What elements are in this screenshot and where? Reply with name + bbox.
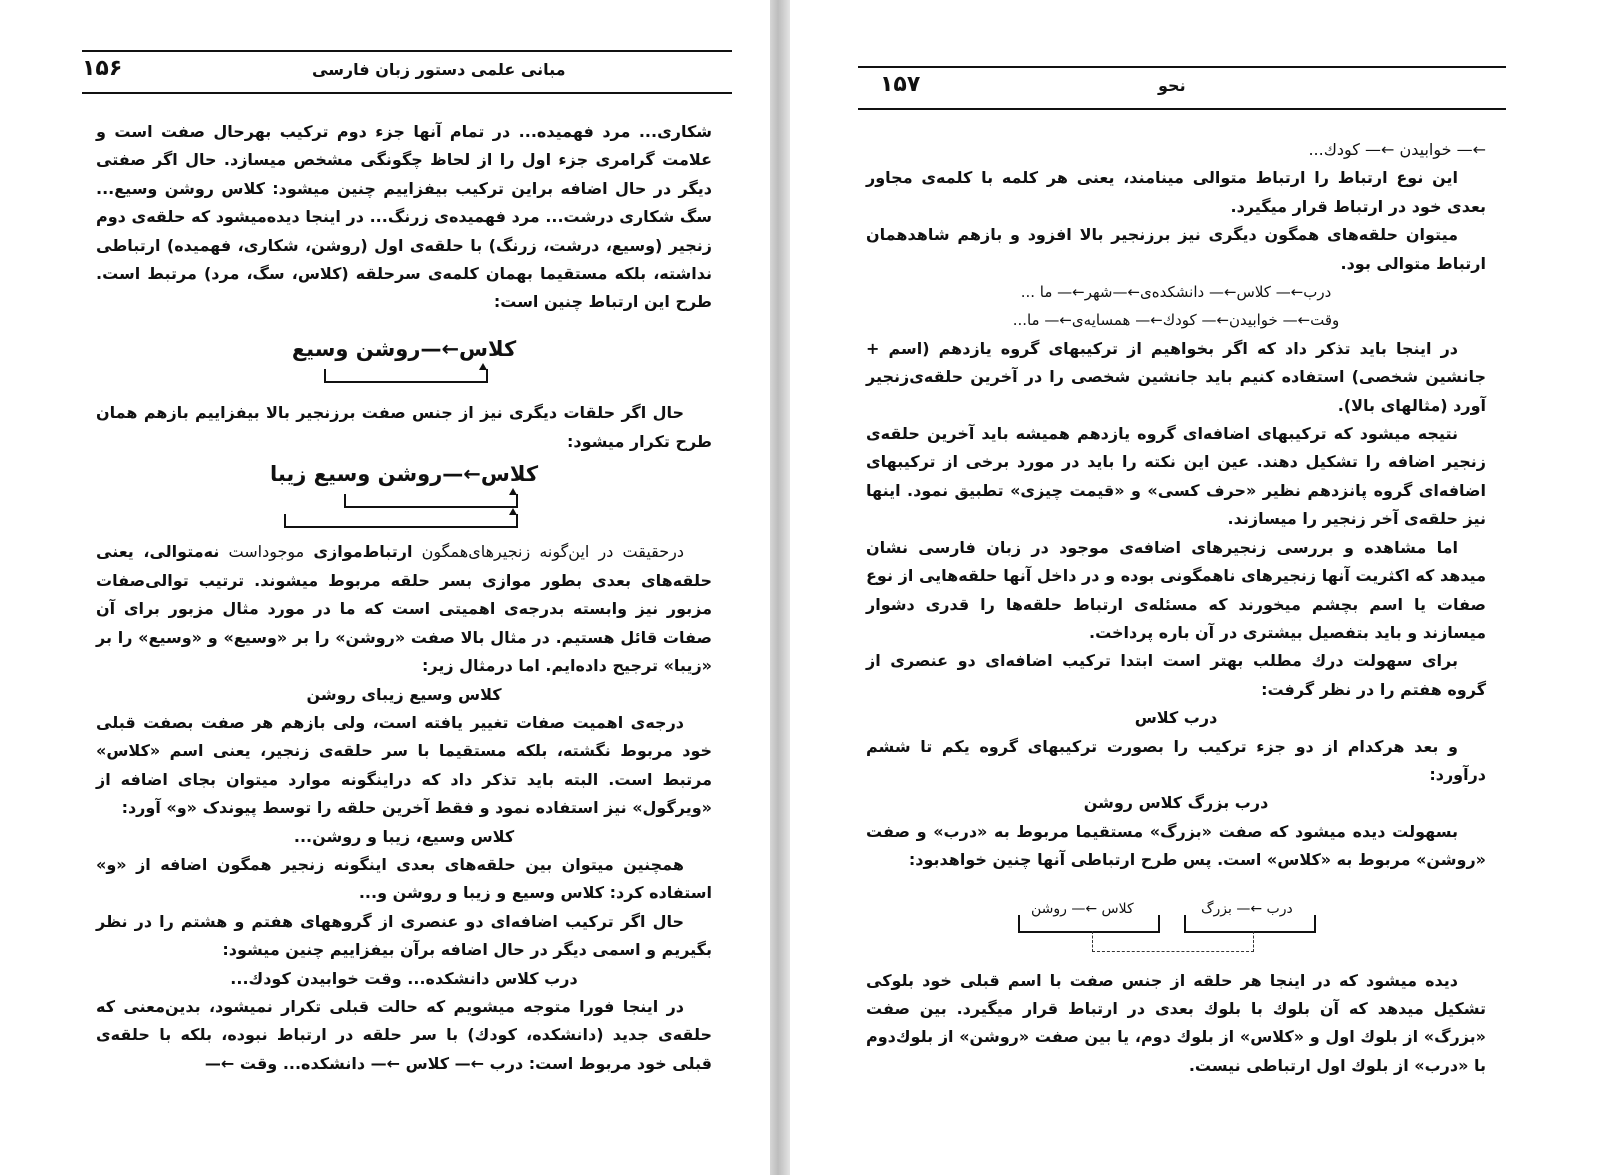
paragraph: برای سهولت درك مطلب بهتر است ابتدا ترکیب اضافه‌ای دو عنصری از گروه هفتم را در نظر گرفت: (866, 651, 1486, 699)
parallel-link-diagram-2 (274, 488, 534, 538)
paragraph: دیده میشود که در اینجا هر حلقه از جنس صفت با اسم قبلی خود بلوکی تشکیل میدهد که آن بلوك با بلوك بعدی در ارتباط قرار میگیرد. بین صفت «بزرگ» از بلوك اول و «کلاس» از بلوك دوم، یا بین صفت «روشن» از بلوك‌دوم با «درب» از بلوك اول ارتباطی نیست. (866, 970, 1486, 1075)
paragraph: نتیجه میشود که ترکیبهای اضافه‌ای گروه یازدهم همیشه باید آخرین حلقه‌ی زنجیر اضافه را تشکیل دهند. عین این نکته را باید در مورد برخی از ترکیبهای اضافه‌ای گروه پانزدهم نظیر «حرف کسی» و «قیمت چیزی» تطبیق نمود. اینها نیز حلقه‌ی آخر زنجیر را میسازند. (866, 424, 1486, 529)
left-page-number: ۱۵۶ (82, 56, 123, 81)
term-non-sequential: نه‌متوالی، (143, 542, 220, 562)
left-page-header (82, 50, 732, 94)
example-line: کلاس وسیع، زیبا و روشن... (293, 826, 515, 846)
link-bracket (324, 369, 488, 383)
left-running-title: مبانی علمی دستور زبان فارسی (312, 60, 566, 79)
paragraph: حال اگر ترکیب اضافه‌ای دو عنصری از گروههای هفتم و هشتم را در نظر بگیریم و اسمی دیگر در حال اضافه برآن بیفزاییم چنین میشود: (96, 911, 712, 960)
right-running-title: نحو (1158, 76, 1186, 95)
paragraph: در اینجا فورا متوجه میشویم که حالت قبلی تکرار نمیشود، بدین‌معنی که حلقه‌ی جدید (دانشکده، کودك) با سر حلقه در ارتباط نبوده، بلکه با حلقه‌ی قبلی خود مربوط است: درب ←— کلاس ←— دانشکده... وقت ←— (96, 996, 712, 1073)
example-chain: درب←— کلاس←— دانشکده‌ی←—شهر←— ما ... (1020, 283, 1332, 302)
paragraph: شکاری... مرد فهمیده... در تمام آنها جزء دوم ترکیب بهرحال صفت است و علامت گرامری جزء اول را از لحاظ چگونگی مشخص میسازد. حال اگر صفتی دیگر در حال اضافه براین ترکیب بیفزاییم چنین میشود: کلاس روشن وسیع... سگ شکاری درشت... مرد فهمیده‌ی زرنگ... در اینجا دیده‌میشود که حلقه‌ی دوم زنجیر (وسیع، درشت، زرنگ) با حلقه‌ی اول (روشن، شکاری، فهمیده) ارتباطی نداشته، بلکه مستقیما بهمان کلمه‌ی سرحلقه (کلاس، سگ، مرد) مرتبط است. طرح این ارتباط چنین است: (96, 122, 712, 312)
paragraph: همچنین میتوان بین حلقه‌های بعدی اینگونه زنجیر همگون اضافه از «و» استفاده کرد: کلاس وسیع و زیبا و روشن و... (96, 854, 712, 903)
link-bracket (284, 514, 518, 528)
arrow-up-icon (479, 363, 487, 370)
paragraph: میتوان حلقه‌های همگون دیگری نیز برزنجیر بالا افزود و بازهم شاهدهمان ارتباط متوالی بود. (866, 225, 1486, 273)
paragraph: اما مشاهده و بررسی زنجیرهای اضافه‌ی موجود در زبان فارسی نشان میدهد که اکثریت آنها زنجیرهای ناهمگونی بوده و در داخل آنها حلقه‌هایی از نوع صفات یا اسم بچشم میخورند که مسئله‌ی ارتباط حلقه‌ها را قدری دشوار میسازند و باید بتفصیل بیشتری در آن باره پرداخت. (866, 537, 1486, 642)
left-page-body (96, 118, 712, 1078)
right-page-body (866, 136, 1486, 1080)
paragraph: بسهولت دیده میشود که صفت «بزرگ» مستقیما مربوط به «درب» و صفت «روشن» مربوط به «کلاس» است. پس طرح ارتباطی آنها چنین خواهدبود: (866, 821, 1486, 870)
parallel-link-diagram-1 (304, 363, 504, 399)
right-page-number: ۱۵۷ (880, 72, 921, 97)
diagram-block-1-label: درب ←— بزرگ (1201, 900, 1293, 917)
block-connector (1092, 931, 1254, 952)
example-line: درب کلاس (1134, 708, 1218, 728)
right-page-header (858, 66, 1506, 110)
paragraph: این نوع ارتباط را ارتباط متوالی مینامند، یعنی هر کلمه با کلمه‌ی مجاور بعدی خود در ارتباط قرار میگیرد. (866, 168, 1486, 216)
paragraph: درجه‌ی اهمیت صفات تغییر یافته است، ولی بازهم هر صفت بصفت قبلی خود مربوط نگشته، بلکه مستقیما با سر حلقه‌ی زنجیر، یعنی اسم «کلاس» مرتبط است. البته باید تذکر داد که دراینگونه موارد میتوان بجای اضافه از «ویرگول» نیز استفاده نمود و فقط آخرین حلقه را توسط پیوندک «و» آورد: (96, 712, 712, 818)
paragraph: در اینجا باید تذکر داد که اگر بخواهیم از ترکیبهای گروه یازدهم (اسم + جانشین شخصی) استفاده کنیم باید جانشین شخصی را در آخرین حلقه‌ی‌زنجیر آورد (مثالهای بالا). (866, 338, 1486, 415)
term-parallel-link: ارتباط‌موازی (313, 542, 413, 562)
example-line: کلاس وسیع زیبای روشن (306, 684, 502, 704)
example-chain: وقت←— خوابیدن←— کودك←— همسایه‌ی←— ما... (1012, 311, 1340, 330)
example-chain-1: کلاس←—روشن وسیع (291, 336, 517, 361)
link-bracket (344, 494, 518, 508)
diagram-block-2-label: کلاس ←— روشن (1031, 900, 1134, 917)
example-line: درب کلاس دانشکده... وقت خوابیدن کودك... (230, 968, 578, 988)
book-gutter (770, 0, 790, 1175)
example-chain-2: کلاس←—روشن وسیع زیبا (269, 462, 539, 487)
chain-continuation: ←— خوابیدن ←— کودك... (1308, 140, 1486, 159)
left-page (0, 0, 770, 1175)
arrow-up-icon (509, 508, 517, 515)
paragraph: درحقیقت در این‌گونه زنجیرهای‌همگون ارتباط‌موازی موجوداست نه‌متوالی، یعنی حلقه‌های بعدی بطور موازی بسر حلقه مربوط میشوند. ترتیب توالی‌صفات مزبور نیز وابسته بدرجه‌ی اهمیتی است که ما در مورد مثال مزبور برای آن صفات قائل هستیم. در مثال بالا صفت «روشن» را بر «وسیع» و «وسیع» را بر «زیبا» ترجیح داده‌ایم. اما درمثال زیر: (96, 542, 712, 676)
paragraph: و بعد هرکدام از دو جزء ترکیب را بصورت ترکیبهای گروه یکم تا ششم درآورد: (866, 736, 1486, 784)
right-page (790, 0, 1600, 1175)
block-link-diagram (866, 895, 1486, 955)
paragraph: حال اگر حلقات دیگری نیز از جنس صفت برزنجیر بالا بیفزاییم بازهم همان طرح تکرار میشود: (96, 403, 712, 451)
arrow-up-icon (509, 488, 517, 495)
example-line: درب بزرگ کلاس روشن (1083, 793, 1269, 813)
